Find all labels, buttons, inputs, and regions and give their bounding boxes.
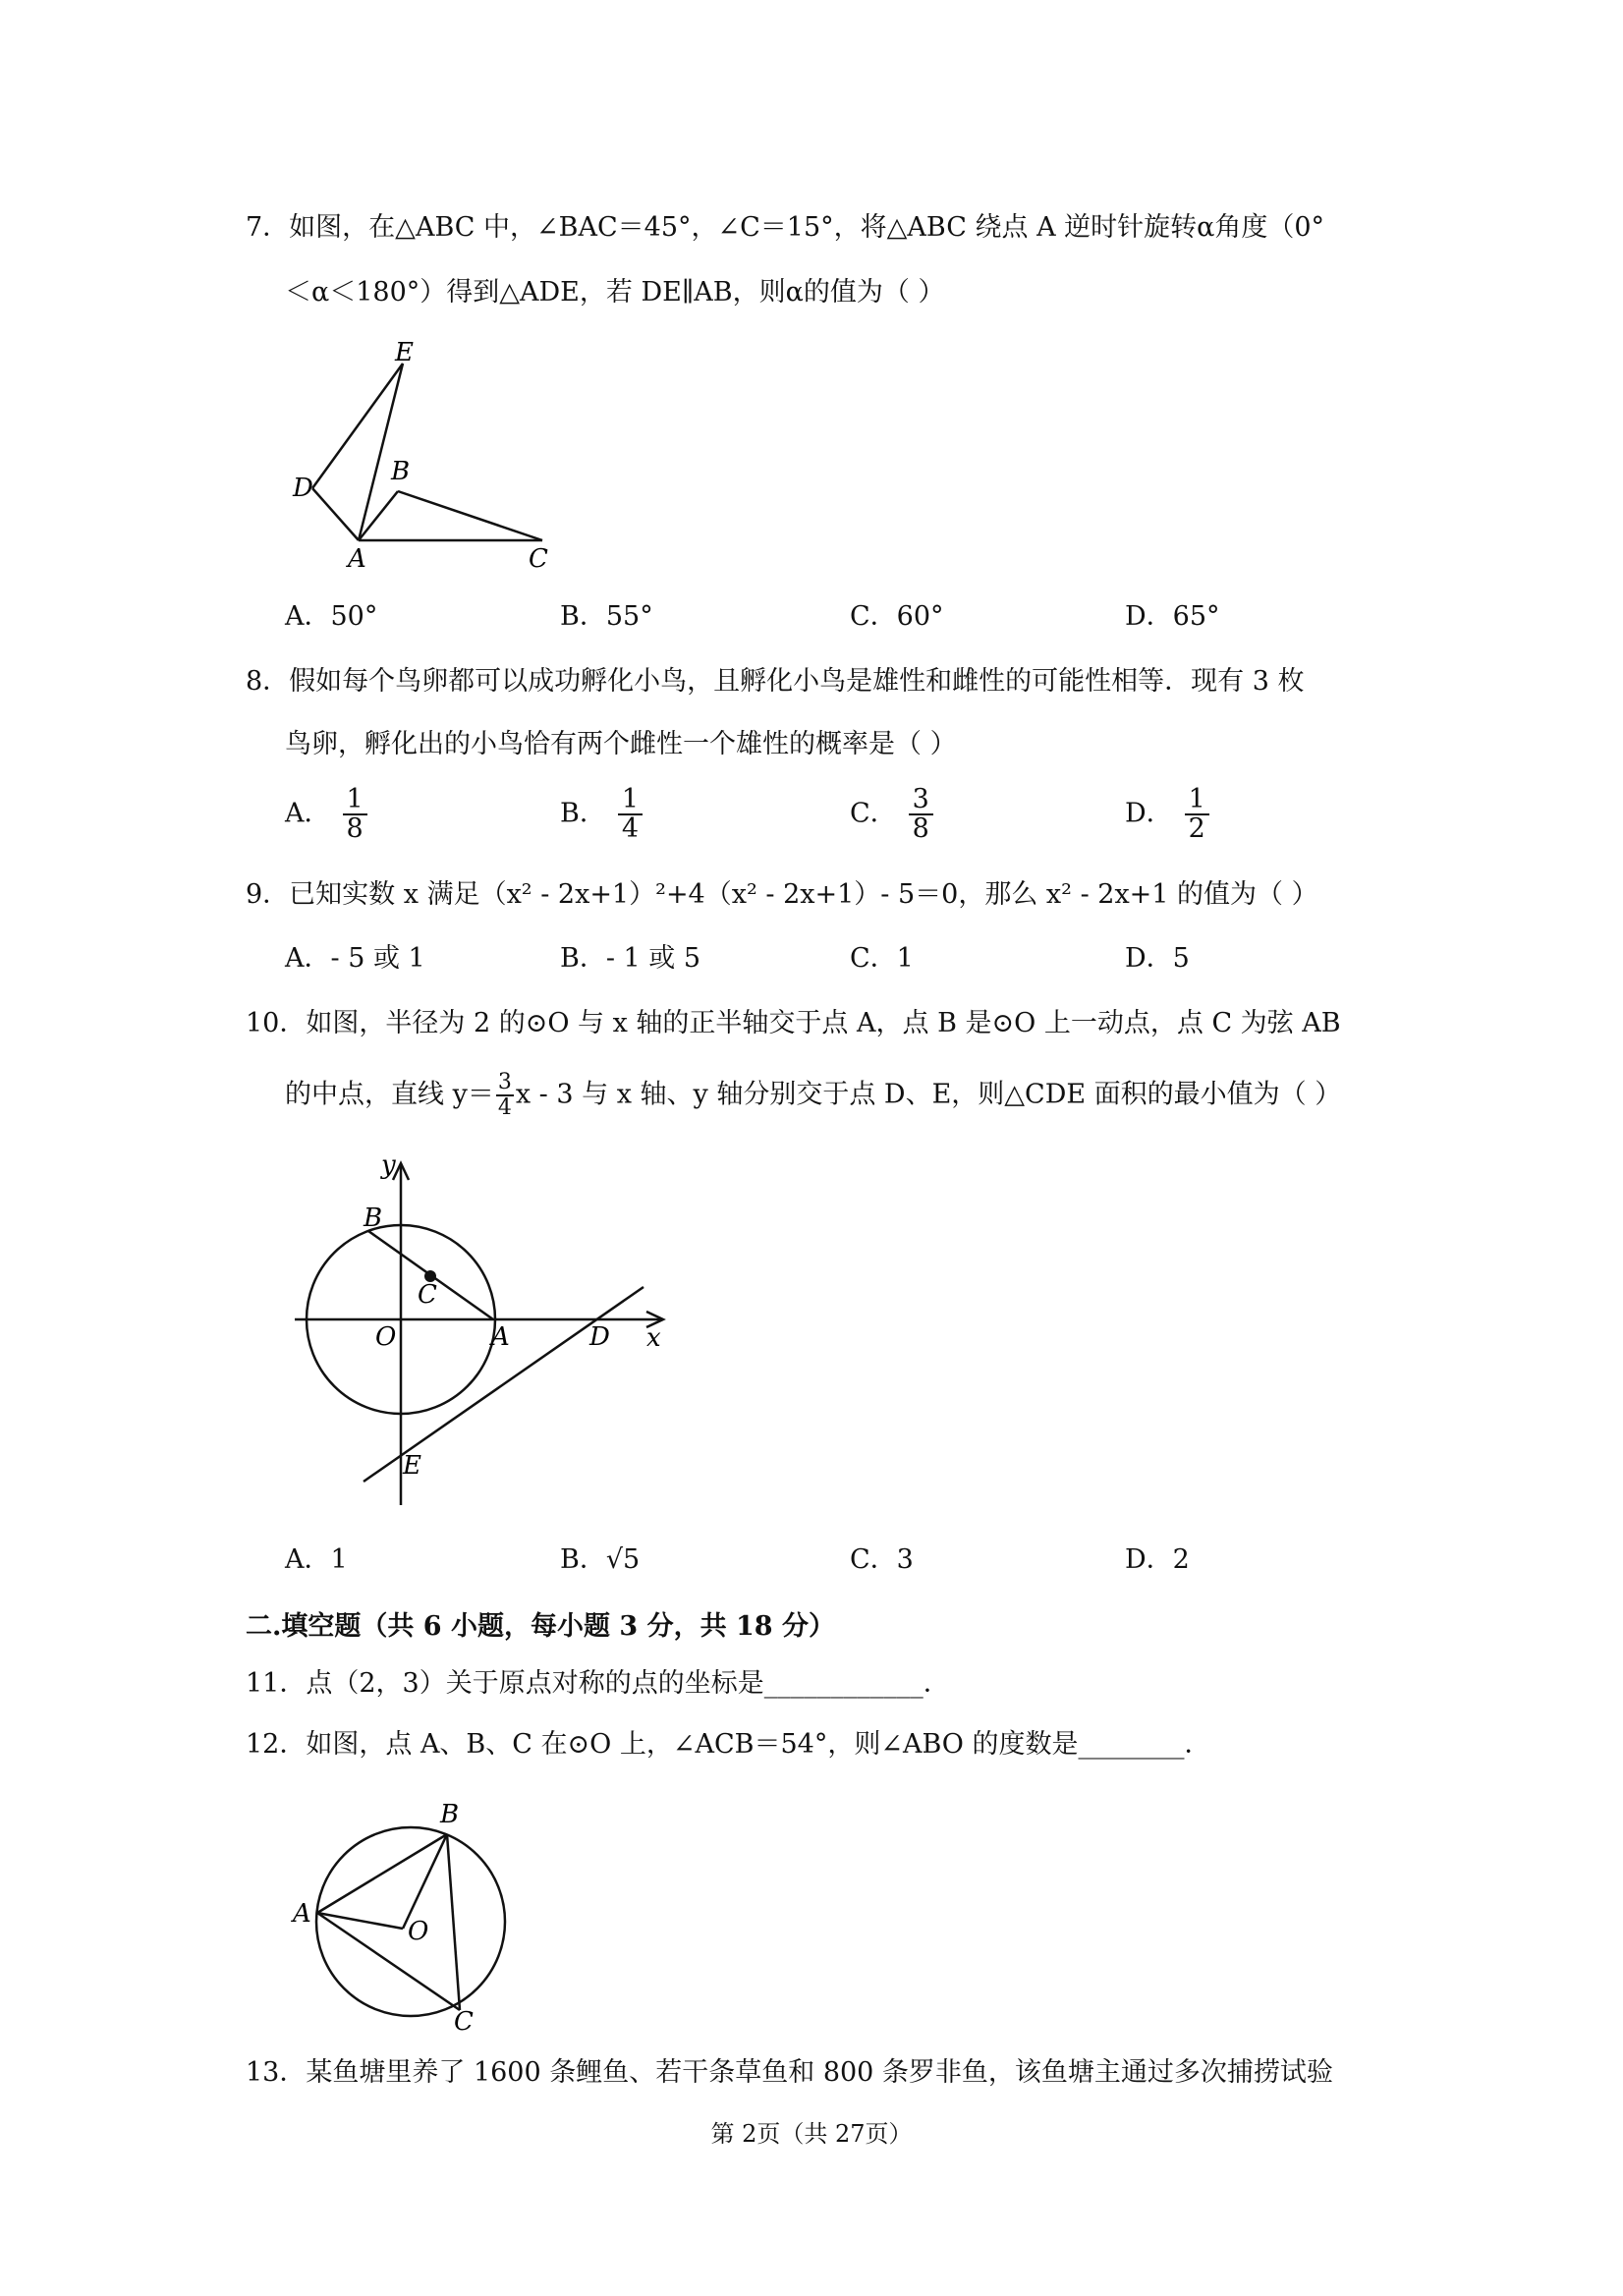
q8-line2: 鸟卵，孵化出的小鸟恰有两个雌性一个雄性的概率是（ ） (285, 729, 957, 759)
q10-label-a: A (491, 1322, 510, 1352)
q8-option-c-fraction (909, 786, 933, 843)
q12-line1: 12．如图，点 A、B、C 在⊙O 上，∠ACB＝54°，则∠ABO 的度数是________． (246, 1729, 1211, 1760)
q8-option-d-fraction (1185, 786, 1209, 843)
q10-label-b: B (364, 1204, 383, 1233)
q8-option-d (1125, 786, 1209, 843)
q8-option-d-num: 1 (1185, 786, 1209, 815)
q8-option-a-num: 1 (343, 786, 367, 815)
q10-option-d: D．2 (1125, 1544, 1190, 1575)
q8-option-c-den: 8 (912, 813, 929, 844)
q7-label-c: C (529, 544, 548, 574)
q10-line2 (285, 1071, 1341, 1120)
page-footer: 第 2页（共 27页） (710, 2120, 913, 2148)
q8-line1: 8．假如每个鸟卵都可以成功孵化小鸟，且孵化小鸟是雄性和雌性的可能性相等．现有 3 枚 (246, 666, 1305, 697)
q9-option-a: A．- 5 或 1 (285, 943, 425, 974)
q7-line2: ＜α＜180°）得到△ADE，若 DE∥AB，则α的值为（ ） (285, 277, 945, 308)
q10-slope-fraction (496, 1071, 514, 1120)
q10-label-d: D (589, 1322, 610, 1352)
q10-label-c: C (418, 1280, 437, 1310)
q7-option-a: A．50° (285, 601, 378, 632)
q10-option-b: B．√5 (560, 1544, 641, 1575)
q7-option-b: B．55° (560, 601, 653, 632)
q7-line1: 7．如图，在△ABC 中，∠BAC＝45°，∠C＝15°，将△ABC 绕点 A 逆时针旋转α角度（0° (246, 212, 1325, 243)
q10-slope-num: 3 (497, 1070, 512, 1094)
q8-option-c-num: 3 (909, 786, 933, 815)
q8-option-c-prefix: C． (850, 798, 897, 829)
q9-line1: 9．已知实数 x 满足（x² - 2x+1）²+4（x² - 2x+1）- 5＝0，那么 x² - 2x+1 的值为（ ） (246, 879, 1318, 910)
q7-label-a: A (348, 544, 366, 574)
q7-label-e: E (395, 339, 414, 367)
q13-line1: 13．某鱼塘里养了 1600 条鲤鱼、若干条草鱼和 800 条罗非鱼，该鱼塘主通过多次捕捞试验 (246, 2057, 1333, 2088)
q8-option-d-den: 2 (1188, 813, 1205, 844)
q10-line1: 10．如图，半径为 2 的⊙O 与 x 轴的正半轴交于点 A，点 B 是⊙O 上一动点，点 C 为弦 AB (246, 1008, 1341, 1038)
q10-label-y: y (381, 1150, 396, 1180)
q10-line2-post: x - 3 与 x 轴、y 轴分别交于点 D、E，则△CDE 面积的最小值为（ ） (515, 1079, 1342, 1110)
q8-option-b-num: 1 (618, 786, 643, 815)
q10-option-a: A．1 (285, 1544, 348, 1575)
q11-line1: 11．点（2，3）关于原点对称的点的坐标是____________． (246, 1668, 950, 1699)
q12-figure (285, 1798, 521, 2034)
q7-label-b: B (391, 457, 411, 486)
q10-label-o: O (375, 1322, 397, 1352)
q10-slope-den: 4 (497, 1095, 512, 1120)
q7-option-c: C．60° (850, 601, 944, 632)
q8-option-a (285, 786, 367, 843)
q10-label-e: E (403, 1451, 421, 1481)
q8-option-a-prefix: A． (285, 798, 331, 829)
q8-option-c (850, 786, 933, 843)
q10-line2-pre: 的中点，直线 y＝ (285, 1079, 494, 1110)
q8-option-b-fraction (618, 786, 643, 843)
q8-option-a-fraction (343, 786, 367, 843)
q7-label-d: D (293, 474, 313, 503)
q9-option-c: C．1 (850, 943, 914, 974)
q9-option-d: D．5 (1125, 943, 1190, 974)
q12-label-o: O (408, 1917, 429, 1946)
q7-option-d: D．65° (1125, 601, 1220, 632)
q12-label-a: A (293, 1899, 311, 1929)
q8-option-b-prefix: B． (560, 798, 606, 829)
q7-figure (285, 339, 570, 575)
q10-option-c: C．3 (850, 1544, 914, 1575)
q12-label-c: C (454, 2007, 474, 2034)
q8-option-b (560, 786, 643, 843)
q8-option-d-prefix: D． (1125, 798, 1173, 829)
q9-option-b: B．- 1 或 5 (560, 943, 701, 974)
q8-option-b-den: 4 (621, 813, 640, 844)
q10-label-x: x (646, 1323, 661, 1353)
section-heading-fill-in: 二.填空题（共 6 小题，每小题 3 分，共 18 分） (246, 1611, 835, 1642)
q8-option-a-den: 8 (346, 813, 364, 844)
q12-label-b: B (440, 1800, 460, 1829)
q10-figure (285, 1149, 678, 1513)
